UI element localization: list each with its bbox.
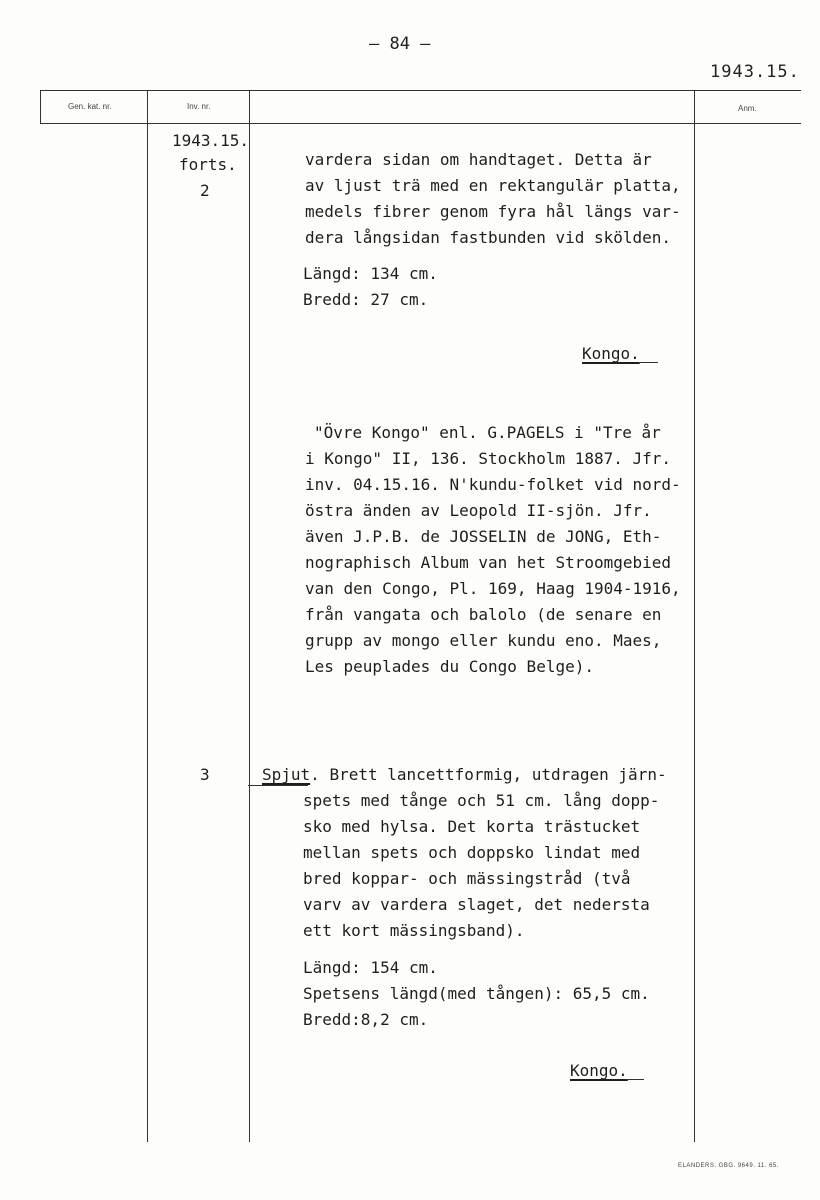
description-line: ett kort mässingsband). (303, 921, 525, 940)
measure-length: Längd: 134 cm. (303, 264, 438, 283)
provenance-place: Kongo. (582, 344, 640, 363)
description-line: vardera sidan om handtaget. Detta är (305, 150, 652, 169)
note-line: Les peuplades du Congo Belge). (305, 657, 594, 676)
measure-width: Bredd: 27 cm. (303, 290, 429, 309)
item-number: 2 (200, 181, 210, 200)
note-line: från vangata och balolo (de senare en (305, 605, 662, 624)
column-header-gen-kat: Gen. kat. nr. (68, 102, 112, 111)
header-bottom-rule (40, 123, 801, 124)
description-line: medels fibrer genom fyra hål längs var- (305, 202, 681, 221)
note-line: även J.P.B. de JOSSELIN de JONG, Eth- (305, 527, 662, 546)
description-line: varv av vardera slaget, det nedersta (303, 895, 650, 914)
description-line: spets med tånge och 51 cm. lång dopp- (303, 791, 660, 810)
description-line: mellan spets och doppsko lindat med (303, 843, 641, 862)
object-name-rule (248, 785, 308, 786)
measure-length: Längd: 154 cm. (303, 958, 438, 977)
note-line: grupp av mongo eller kundu eno. Maes, (305, 631, 662, 650)
col-rule-gen (147, 90, 148, 1142)
note-line: östra änden av Leopold II-sjön. Jfr. (305, 501, 652, 520)
description-line: dera långsidan fastbunden vid skölden. (305, 228, 672, 247)
description-line: bred koppar- och mässingstråd (två (303, 869, 631, 888)
note-line: inv. 04.15.16. N'kundu-folket vid nord- (305, 475, 681, 494)
note-line: nographisch Album van het Stroomgebied (305, 553, 672, 572)
col-rule-anm (694, 90, 695, 1142)
provenance-place: Kongo. (570, 1061, 628, 1080)
entry-first-line (262, 762, 667, 788)
provenance-rule (640, 362, 658, 363)
description-line: av ljust trä med en rektangulär platta, (305, 176, 681, 195)
measure-point-length: Spetsens längd(med tången): 65,5 cm. (303, 984, 650, 1003)
inv-continued: forts. (179, 155, 237, 174)
provenance-rule (626, 1079, 644, 1080)
object-name: Spjut (262, 765, 311, 784)
note-line: i Kongo" II, 136. Stockholm 1887. Jfr. (305, 449, 672, 468)
printer-imprint: ELANDERS. GBG. 9649. 11. 65. (678, 1163, 779, 1169)
col-rule-inv (249, 90, 250, 1142)
inv-number: 1943.15. (172, 131, 250, 150)
item-number: 3 (200, 765, 210, 784)
column-header-anm: Anm. (738, 104, 757, 113)
page-number: – 84 – (369, 34, 431, 54)
note-line: van den Congo, Pl. 169, Haag 1904-1916, (305, 579, 681, 598)
header-top-rule (40, 90, 801, 91)
description-line: . Brett lancettformig, utdragen järn- (310, 765, 667, 784)
measure-width: Bredd:8,2 cm. (303, 1010, 429, 1029)
catalogue-ref: 1943.15. (710, 62, 800, 82)
description-line: sko med hylsa. Det korta trästucket (303, 817, 641, 836)
note-line: "Övre Kongo" enl. G.PAGELS i "Tre år (314, 423, 661, 442)
column-header-inv: Inv. nr. (187, 102, 211, 111)
col-rule-left (40, 90, 41, 124)
